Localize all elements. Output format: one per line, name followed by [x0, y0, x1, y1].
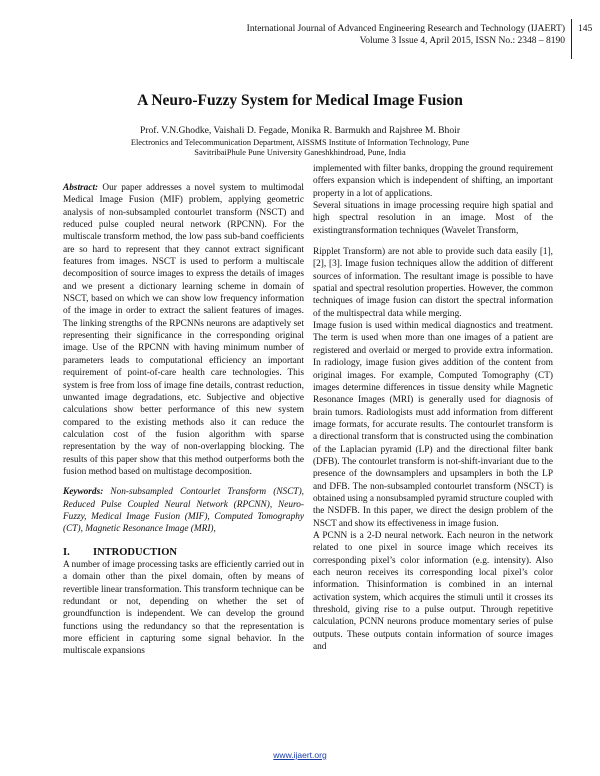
journal-header [150, 24, 565, 47]
section-title: INTRODUCTION [93, 546, 178, 558]
abstract-text: Our paper addresses a novel system to multimodal Medical Image Fusion (MIF) problem, applying geometric analysis of non-subsampled contourlet transform (NSCT) and reduced pulse coupled neural network (RPCNN). For the multiscale transform method, the low pass sub-band coefficients are so hard to represent that they cannot extract significant features from images. NSCT is used to perform a multiscale decomposition of source images to express the details of images and we present a dictionary learning scheme in domain of NSCT, based on which we can show low frequency information of the image in order to extract the salient features of images. The linking strengths of the RPCNNs neurons are adaptively set representing their significance in the corresponding original image. Use of the RPCNN with having minimum number of parameters leads to computational efficiency an important requirement of point-of-care health care technologies. This system is free from loss of image fine details, contrast reduction, unwanted image degradations, etc. Subjective and objective calculations show better performance of this new system compared to the existing methods also it can reduce the calculation cost of the fusion algorithm with sparse representation by the way of non-overlapping blocking. The results of this paper show that this method outperforms both the fusion method based on multistage decomposition. [63, 183, 304, 477]
author-list: Prof. V.N.Ghodke, Vaishali D. Fegade, Monika R. Barmukh and Rajshree M. Bhoir [139, 125, 461, 136]
keywords-text: Non-subsampled Contourlet Transform (NSCT), Reduced Pulse Coupled Neural Network (RPCNN), Neuro-Fuzzy, Medical Image Fusion (MIF), Computed Tomography (CT), Magnetic Resonance Image (MRI), [63, 487, 304, 535]
footer-website-link[interactable]: www.ijaert.org [273, 750, 327, 760]
right-paragraph-2: Several situations in image processing require high spatial and high spectral resolution in an image. Most of the existingtransformation techniques (Wavelet Transform, [313, 201, 553, 236]
abstract-label: Abstract: [63, 183, 99, 193]
paper-title: A Neuro-Fuzzy System for Medical Image Fusion [137, 92, 463, 109]
right-paragraph-5: A PCNN is a 2-D neural network. Each neuron in the network related to one pixel in source image which receives its corresponding pixel’s color information (e.g. intensity). Also each neuron receives its corresponding local pixel’s color information. Thisinformation is combined in an internal activation system, which acquires the stimuli until it crosses its threshold, giving rise to a pulse output. Through repetitive calculation, PCNN neurons produce momentary series of pulse outputs. These outputs contain information of source images and [313, 530, 553, 653]
paragraph-gap [313, 237, 553, 246]
keywords-label: Keywords: [63, 487, 104, 498]
left-column [63, 182, 304, 658]
journal-name: International Journal of Advanced Engineering Research and Technology (IJAERT) [246, 24, 565, 34]
keywords-paragraph [63, 486, 304, 535]
section-number: I. [63, 546, 70, 558]
volume-issue-line: Volume 3 Issue 4, April 2015, ISSN No.: 2348 – 8190 [359, 35, 565, 46]
header-divider [571, 19, 572, 59]
intro-paragraph: A number of image processing tasks are efficiently carried out in a domain other than the pixel domain, often by means of revertible linear transformation. This transform technique can be redundant or not, depending on whether the set of groundfunction is independent. We can develop the ground functions using the redundancy so that the representation is more efficient in capturing some signal behavior. In the multiscale expansions [63, 559, 304, 657]
affiliation-university: SavitribaiPhule Pune University Ganeshkhindroad, Pune, India [194, 148, 406, 157]
right-paragraph-3: Ripplet Transform) are not able to provide such data easily [1], [2], [3]. Image fusion techniques allow the addition of different sources of information. The resultant image is possible to have spatial and spectral resolution properties. However, the common techniques of image fusion can distort the spectral information of the multispectral data while merging. [313, 247, 553, 319]
right-paragraph-1: implemented with filter banks, dropping the ground requirement offers expansion which is independent of shifting, an important property in a lot of applications. [313, 164, 553, 199]
author-block [0, 125, 600, 159]
right-paragraph-4: Image fusion is used within medical diagnostics and treatment. The term is used when more than one images of a patient are registered and overlaid or merged to provide extra information. In radiology, image fusion gives addition of the content from original images. For example, Computed Tomography (CT) images determine differences in tissue density while Magnetic Resonance Images (MRI) is generally used for diagnosis of brain tumors. Radiologists must add information from different image formats, for accurate results. The contourlet transform is a directional transform that is constructed using the combination of the Laplacian pyramid (LP) and the directional filter bank (DFB). The contourlet transform is not-shift-invariant due to the presence of the downsamplers and upsamplers in both the LP and DFB. The non-subsampled contourlet transform (NSCT) is obtained using a nonsubsampled pyramid structure coupled with the NSDFB. In this paper, we direct the design problem of the NSCT and show its effectiveness in image fusion. [313, 321, 553, 529]
page-number: 145 [578, 24, 593, 34]
abstract-paragraph [63, 182, 304, 478]
section-heading [63, 547, 304, 559]
affiliation-department: Electronics and Telecommunication Department, AISSMS Institute of Information Technology, Pune [130, 137, 470, 147]
right-column [313, 163, 553, 653]
